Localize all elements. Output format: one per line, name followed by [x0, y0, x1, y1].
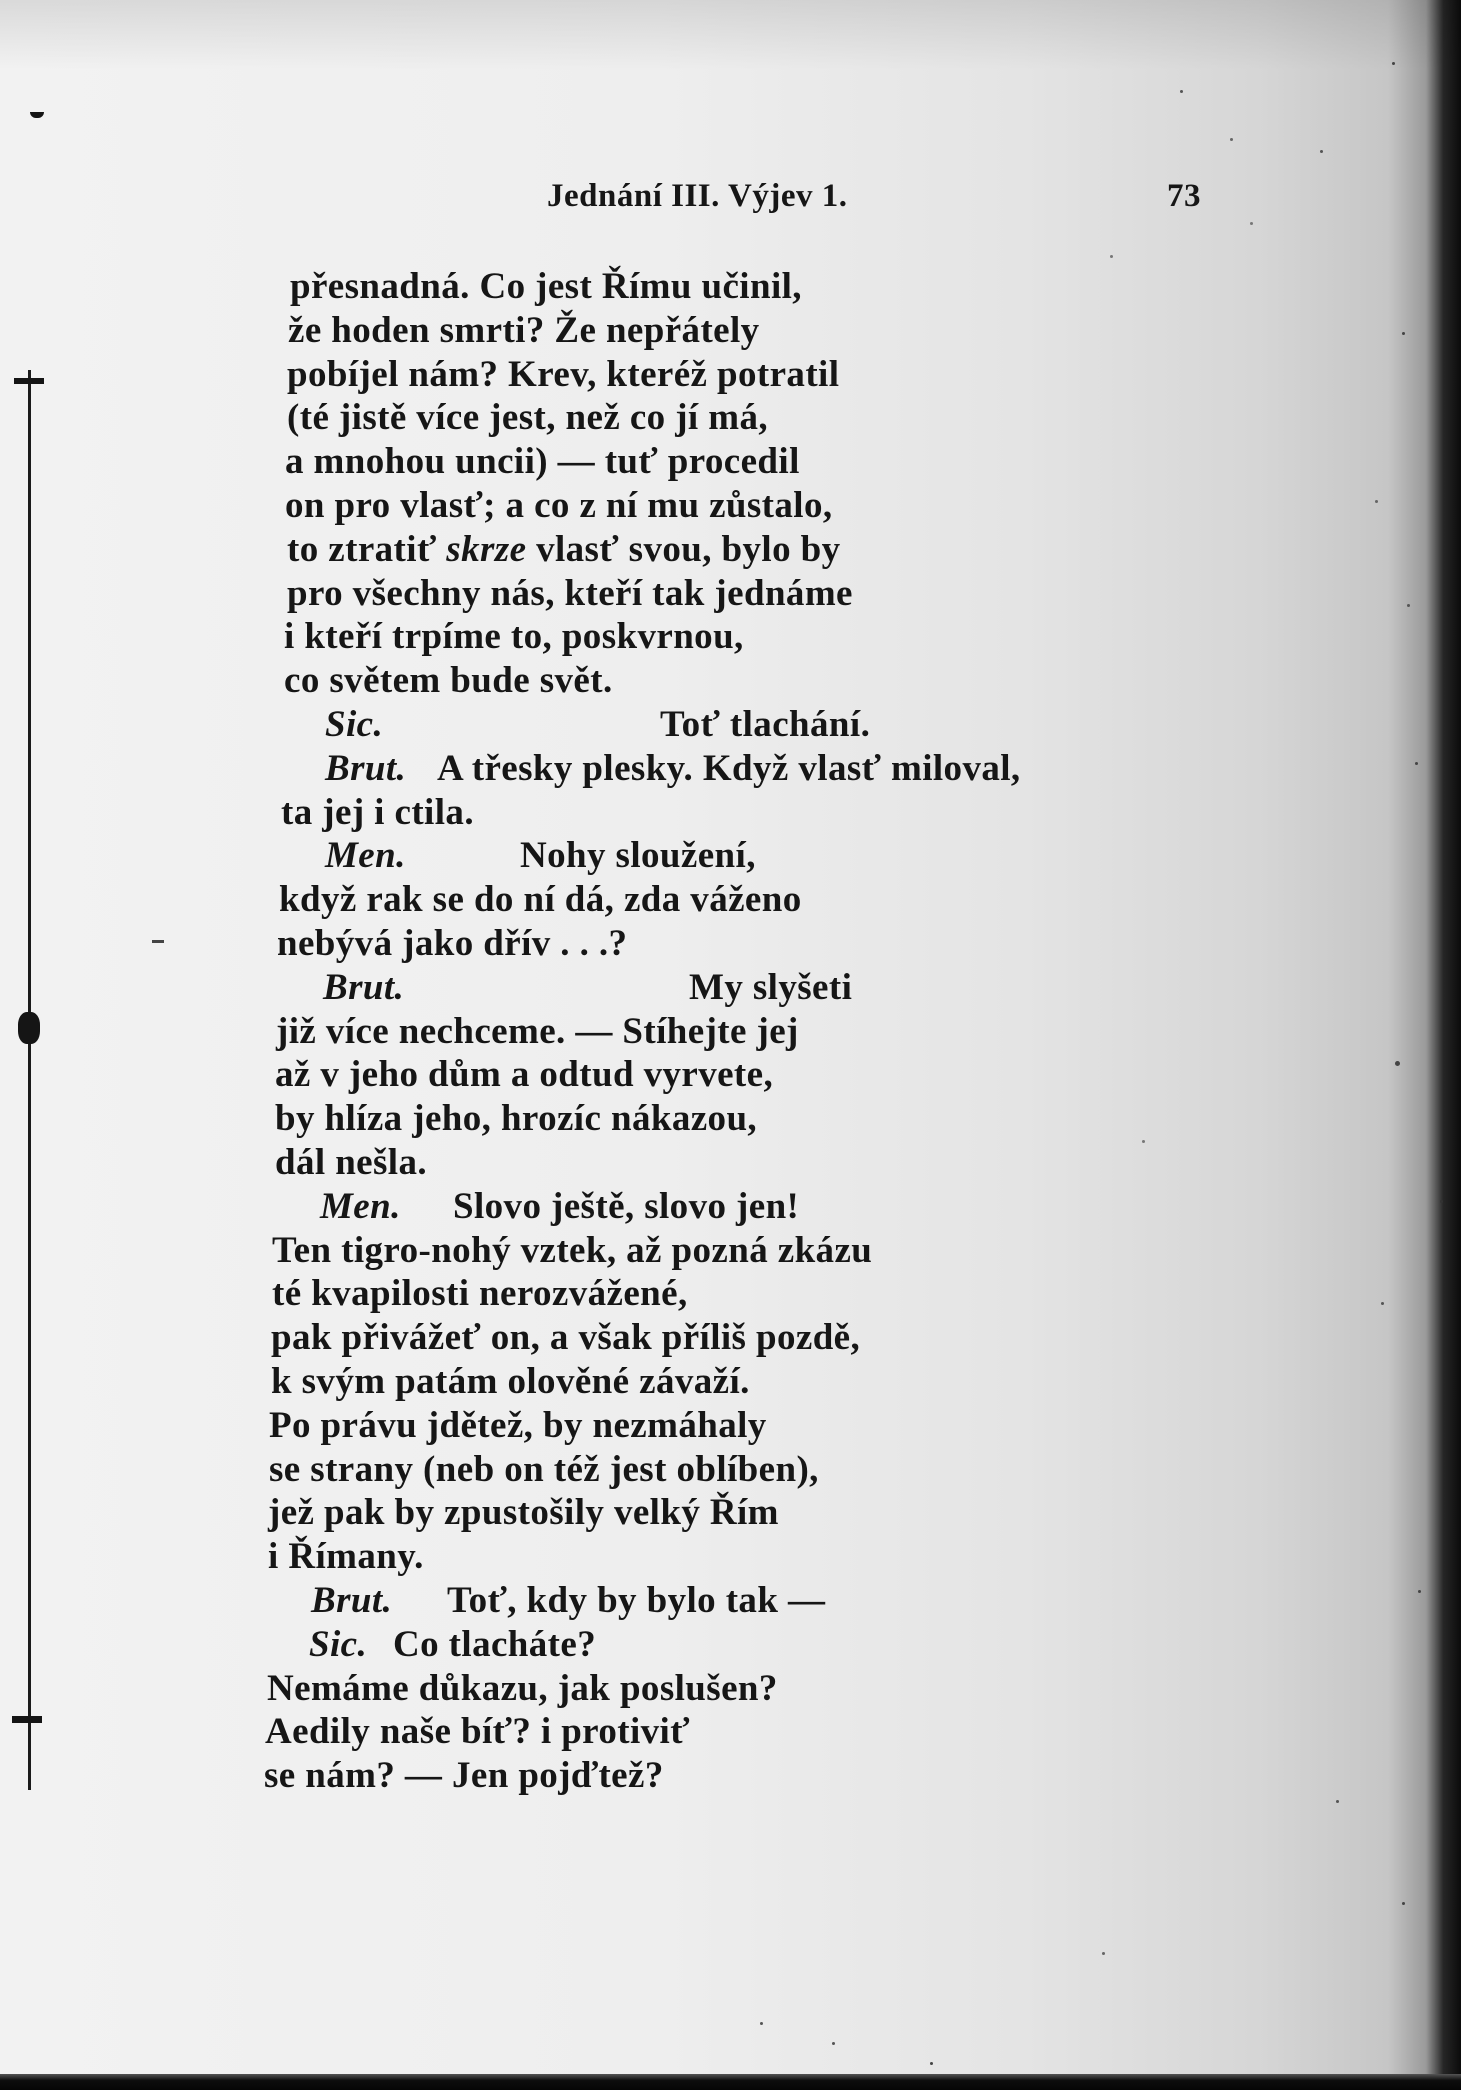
text-line — [0, 1010, 1461, 1054]
line-text — [287, 528, 841, 572]
emphasized-word: skrze — [446, 528, 527, 570]
speaker-name: Brut. — [325, 747, 407, 789]
text-line — [0, 440, 1461, 484]
line-text: když rak se do ní dá, zda váženo — [279, 879, 802, 921]
text-line — [0, 572, 1461, 616]
speaker-name: Sic. — [325, 703, 384, 745]
running-head: Jednání III. Výjev 1. — [547, 178, 848, 214]
speech-text: My slyšeti — [689, 966, 853, 1008]
line-text: nebývá jako dřív . . .? — [277, 922, 628, 964]
line-text: k svým patám olověné závaží. — [271, 1360, 750, 1402]
speech-text: Toť, kdy by bylo tak — — [447, 1579, 826, 1621]
line-text: dál nešla. — [275, 1141, 428, 1183]
speech-text: Co tlacháte? — [393, 1623, 597, 1665]
speech-text: Toť tlachání. — [660, 703, 871, 745]
line-text: i kteří trpíme to, poskvrnou, — [284, 616, 744, 658]
line-text: té kvapilosti nerozvážené, — [272, 1273, 688, 1315]
line-text: až v jeho dům a odtud vyrvete, — [275, 1054, 774, 1096]
text-line — [0, 309, 1461, 353]
speech-line — [0, 747, 1461, 791]
speech-text: Slovo ještě, slovo jen! — [453, 1185, 800, 1227]
text-line — [0, 1448, 1461, 1492]
text-line — [0, 1097, 1461, 1141]
speech-line — [0, 703, 1461, 747]
line-text: ta jej i ctila. — [281, 791, 474, 833]
speaker-name: Brut. — [311, 1579, 393, 1621]
speech-line — [0, 1579, 1461, 1623]
speech-line — [0, 834, 1461, 878]
line-text: pro všechny nás, kteří tak jednáme — [287, 572, 853, 614]
text-line — [0, 922, 1461, 966]
scan-mark — [30, 112, 44, 118]
text-line — [0, 615, 1461, 659]
line-text-before: to ztratiť — [287, 528, 437, 570]
line-text: přesnadná. Co jest Římu učinil, — [290, 266, 802, 307]
line-text: se nám? — Jen pojďtež? — [264, 1755, 664, 1797]
line-text: on pro vlasť; a co z ní mu zůstalo, — [285, 484, 833, 526]
speech-line — [0, 966, 1461, 1010]
line-text: Aedily naše bíť? i protiviť — [265, 1711, 690, 1753]
text-line — [0, 1053, 1461, 1097]
text-line — [0, 484, 1461, 528]
text-line — [0, 1667, 1461, 1711]
speaker-name: Men. — [325, 835, 406, 877]
text-line — [0, 1229, 1461, 1273]
speech-text: A třesky plesky. Když vlasť miloval, — [437, 747, 1021, 789]
text-line — [0, 1535, 1461, 1579]
line-text: Nemáme důkazu, jak poslušen? — [267, 1667, 778, 1709]
text-line — [0, 1141, 1461, 1185]
page-number: 73 — [1167, 178, 1201, 214]
scan-speckles — [0, 0, 3, 3]
line-text: co světem bude svět. — [284, 660, 613, 702]
text-line — [0, 1316, 1461, 1360]
text-line — [0, 1404, 1461, 1448]
speech-text: Nohy sloužení, — [520, 835, 756, 877]
line-text: jež pak by zpustošily velký Řím — [268, 1492, 779, 1534]
line-text: i Římany. — [268, 1536, 424, 1578]
text-line — [0, 659, 1461, 703]
line-text: již více nechceme. — Stíhejte jej — [276, 1010, 799, 1052]
speech-line — [0, 1185, 1461, 1229]
line-text-after: vlasť svou, bylo by — [536, 528, 841, 570]
scan-bottom-edge — [0, 2074, 1461, 2090]
speaker-name: Brut. — [323, 966, 405, 1008]
verse-text — [0, 265, 1461, 1798]
line-text: že hoden smrti? Že nepřátely — [288, 309, 760, 351]
line-text: Po právu jdětež, by nezmáhaly — [269, 1404, 767, 1446]
text-line — [0, 791, 1461, 835]
text-line — [0, 1710, 1461, 1754]
line-text: pobíjel nám? Krev, kteréž potratil — [287, 353, 840, 395]
text-line — [0, 1754, 1461, 1798]
text-line — [0, 528, 1461, 572]
line-text: Ten tigro-nohý vztek, až pozná zkázu — [272, 1229, 873, 1271]
text-line — [0, 1272, 1461, 1316]
text-line — [0, 396, 1461, 440]
text-line — [0, 878, 1461, 922]
line-text: se strany (neb on též jest oblíben), — [269, 1448, 819, 1490]
text-line — [0, 1491, 1461, 1535]
line-text: (té jistě více jest, než co jí má, — [287, 397, 769, 439]
speech-line — [0, 1623, 1461, 1667]
line-text: a mnohou uncii) — tuť procedil — [285, 441, 800, 483]
line-text: pak přivážeť on, a však příliš pozdě, — [271, 1317, 861, 1359]
line-text: by hlíza jeho, hrozíc nákazou, — [275, 1098, 758, 1140]
text-line — [0, 1360, 1461, 1404]
text-line — [0, 265, 1461, 309]
speaker-name: Men. — [320, 1185, 401, 1227]
speaker-name: Sic. — [309, 1623, 368, 1665]
text-line — [0, 353, 1461, 397]
